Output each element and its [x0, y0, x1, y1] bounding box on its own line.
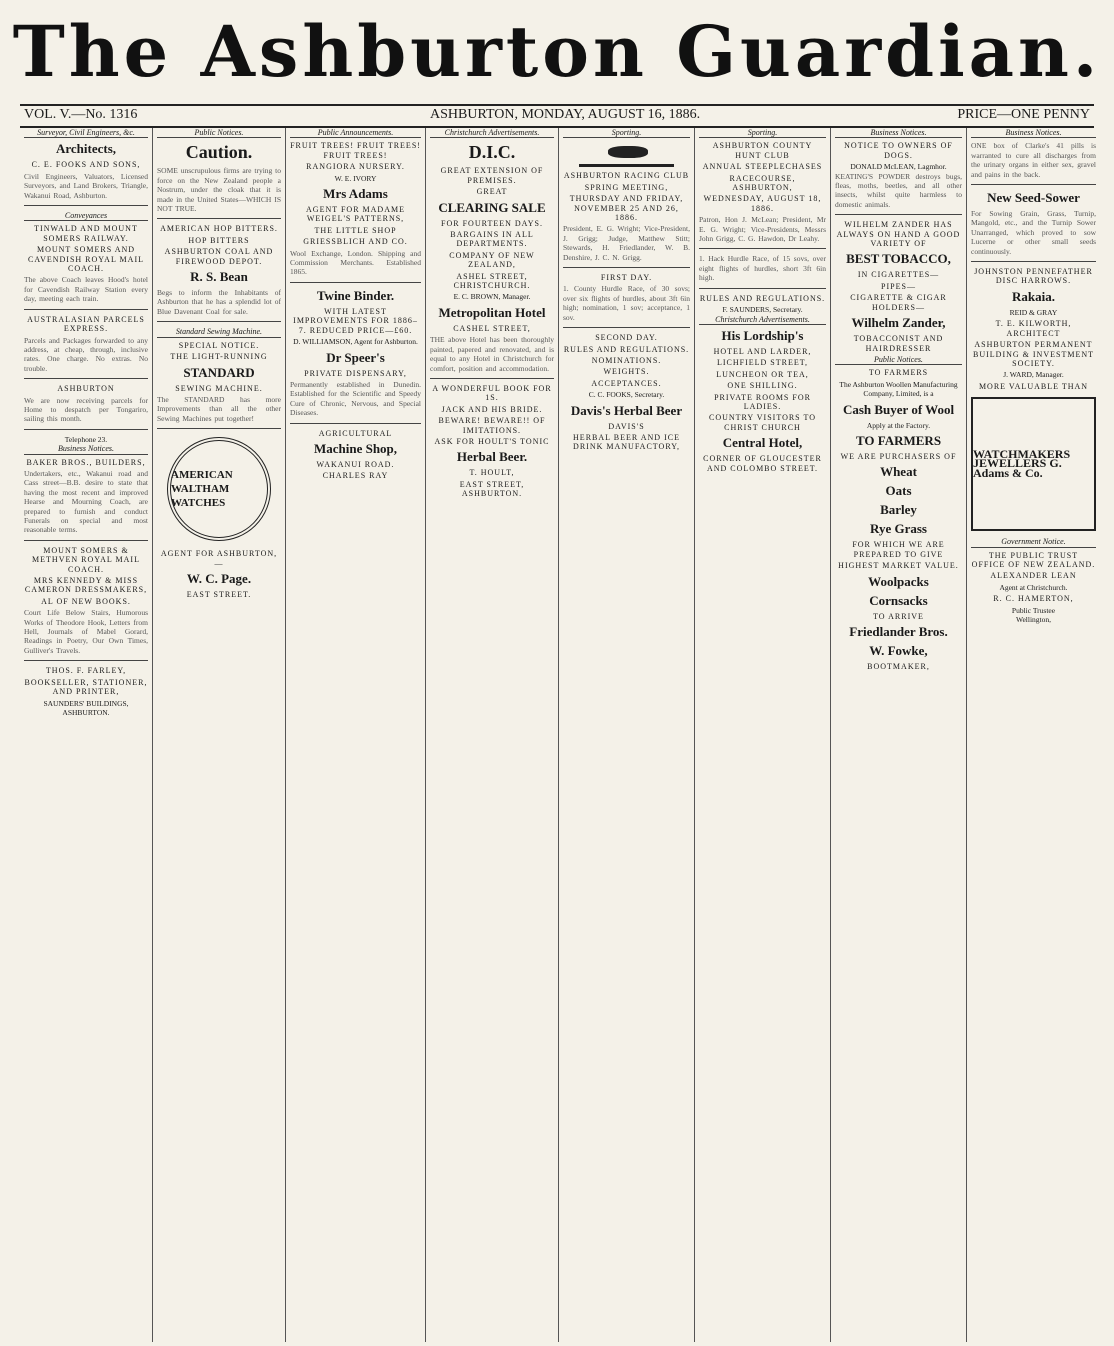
advert-body: Undertakers, etc., Wakanui road and Cass street—B.B. desire to state that having the most recent and improved Hearse and Mourning Coach, are prepared to furnish and conduct Funerals on special and most reasonable terms.	[24, 468, 148, 535]
advert-heading: JOHNSTON PENNEFATHER DISC HARROWS.	[974, 267, 1093, 286]
advert-heading: CHARLES RAY	[322, 471, 389, 481]
advert-heading: FOR FOURTEEN DAYS.	[441, 218, 543, 228]
column-3	[286, 128, 426, 1342]
advert-heading: MRS KENNEDY & MISS CAMERON DRESSMAKERS,	[24, 576, 148, 595]
advert-heading: Mrs Adams	[323, 186, 388, 202]
advert-heading: THOS. F. FARLEY,	[45, 666, 127, 676]
column-heading: Sporting.	[563, 128, 690, 138]
advert-heading: Apply at the Factory.	[866, 420, 931, 430]
advert-heading: MORE VALUABLE THAN	[978, 381, 1089, 391]
advert-heading: Cash Buyer of Wool	[842, 401, 955, 417]
column-6	[695, 128, 831, 1342]
advert-heading: Rakaia.	[1012, 288, 1055, 304]
advert-heading: Oats	[885, 483, 912, 499]
advert-heading: TO FARMERS	[868, 368, 929, 378]
advert-body: Parcels and Packages forwarded to any address, at cheap, through, inclusive rates. One charge. No extras. No trouble.	[24, 335, 148, 373]
advert-heading: Central Hotel,	[722, 435, 803, 451]
advert-heading: COUNTRY VISITORS TO CHRIST CHURCH	[708, 413, 817, 432]
advert-heading: GRIESSBLICH AND CO.	[303, 237, 408, 247]
divider	[24, 309, 148, 310]
advert-heading: Davis's Herbal Beer	[570, 402, 683, 418]
advert-body: President, E. G. Wright; Vice-President, J. Grigg; Judge, Matthew Stitt; Stewards, H. Friedlander, W. B. Denshire, J. C. N. Grigg.	[563, 224, 690, 262]
advert-body: SOME unscrupulous firms are trying to force on the New Zealand people a Nostrum, under the cloak that it is made in the United States—WHICH IS NOT TRUE.	[157, 166, 281, 214]
advert-heading: PRIVATE ROOMS FOR LADIES.	[714, 392, 811, 411]
advert-heading: IN CIGARETTES—	[857, 270, 940, 280]
advert-heading: Dr Speer's	[326, 349, 385, 365]
advert-body: 1. Hack Hurdle Race, of 15 sovs, over eight flights of hurdles, short 3ft 6in high.	[699, 254, 826, 283]
racehorse-illustration	[579, 142, 674, 167]
column-1	[20, 128, 153, 1342]
divider	[24, 540, 148, 541]
advert-heading: BOOKSELLER, STATIONER, AND PRINTER,	[24, 677, 148, 697]
advert-heading: SPRING MEETING,	[584, 182, 669, 192]
advert-body: The STANDARD has more Improvements than all the other Sewing Machines put together!	[157, 394, 281, 423]
advert-heading: F. SAUNDERS, Secretary.	[722, 305, 803, 315]
advert-heading: ASK FOR HOULT'S TONIC	[434, 436, 550, 446]
advert-heading: AGENT FOR MADAME WEIGEL'S PATTERNS,	[306, 205, 405, 224]
column-heading: Surveyor, Civil Engineers, &c.	[24, 128, 148, 138]
advert-heading: Caution.	[185, 142, 253, 163]
advert-heading: HERBAL BEER AND ICE DRINK MANUFACTORY,	[573, 432, 680, 452]
advert-heading: D.I.C.	[468, 142, 516, 163]
divider	[157, 218, 281, 219]
column-2	[153, 128, 286, 1342]
advert-heading: RANGIORA NURSERY.	[306, 162, 405, 172]
advert-heading: MOUNT SOMERS & METHVEN ROYAL MAIL COACH.	[32, 545, 140, 574]
advert-heading: AGENT FOR ASHBURTON,—	[160, 549, 278, 568]
columns	[20, 128, 1100, 1342]
advert-heading: R. S. Bean	[190, 269, 248, 285]
advert-heading: PIPES—	[881, 281, 916, 291]
advert-heading: Friedlander Bros.	[849, 623, 948, 639]
divider	[24, 378, 148, 379]
advert-heading: SECOND DAY.	[595, 333, 658, 343]
divider	[971, 184, 1096, 185]
advert-heading: Woolpacks	[868, 573, 929, 589]
advert-heading: W. Fowke,	[869, 642, 928, 658]
advert-heading: D. WILLIAMSON, Agent for Ashburton.	[293, 337, 418, 347]
advert-heading: ASHBURTON COAL AND FIREWOOD DEPOT.	[164, 247, 274, 266]
advert-heading: ALEXANDER LEAN	[990, 571, 1077, 581]
advert-heading: RULES AND REGULATIONS.	[699, 293, 826, 303]
advert-body: The above Coach leaves Hood's hotel for Cavendish Railway Station every day, meeting each train.	[24, 275, 148, 304]
advert-heading: W. E. IVORY	[334, 173, 377, 183]
advert-heading: NOTICE TO OWNERS OF DOGS.	[844, 141, 953, 160]
advert-heading: CORNER OF GLOUCESTER AND COLOMBO STREET.	[703, 454, 822, 473]
dateline	[20, 104, 1094, 128]
advert-heading: AUSTRALASIAN PARCELS EXPRESS.	[27, 314, 145, 334]
advert-heading: BOOTMAKER,	[867, 661, 930, 671]
advert-heading: WEIGHTS.	[603, 367, 650, 377]
advert-heading: New Seed-Sower	[987, 190, 1080, 206]
advert-heading: BEWARE! BEWARE!! OF IMITATIONS.	[438, 416, 546, 435]
advert-heading: WITH LATEST IMPROVEMENTS FOR 1886–7. REDUCED PRICE—£60.	[293, 306, 418, 335]
advert-heading: THE LITTLE SHOP	[314, 225, 397, 235]
advert-heading: RULES AND REGULATIONS.	[563, 344, 690, 354]
advert-body: Civil Engineers, Valuators, Licensed Surveyors, and Land Brokers, Triangle, Wakanui Road, Ashburton.	[24, 171, 148, 200]
advert-heading: WEDNESDAY, AUGUST 18, 1886.	[703, 194, 822, 213]
advert-heading: Wheat	[880, 464, 917, 480]
advert-heading: SEWING MACHINE.	[175, 383, 263, 393]
advert-heading: WILHELM ZANDER HAS ALWAYS ON HAND A GOOD VARIETY OF	[836, 220, 961, 249]
advert-heading: NOMINATIONS.	[591, 355, 662, 365]
advert-heading: His Lordship's	[721, 327, 804, 343]
divider	[971, 261, 1096, 262]
advert-heading: FOR WHICH WE ARE PREPARED TO GIVE	[852, 540, 945, 559]
divider	[290, 282, 421, 283]
advert-heading: REID & GRAY	[1009, 307, 1058, 317]
divider	[430, 378, 554, 379]
divider	[699, 288, 826, 289]
advert-heading: AL OF NEW BOOKS.	[41, 596, 131, 606]
column-heading: Business Notices.	[835, 128, 962, 138]
column-heading: Public Notices.	[157, 128, 281, 138]
advert-heading: ANNUAL STEEPLECHASES	[702, 162, 823, 172]
advert-heading: GREAT EXTENSION OF PREMISES.	[440, 166, 544, 185]
advert-heading: Cornsacks	[869, 592, 928, 608]
column-heading: Christchurch Advertisements.	[430, 128, 554, 138]
advert-heading: WAKANUI ROAD.	[316, 459, 395, 469]
divider	[24, 660, 148, 661]
advert-heading: ASHBURTON	[57, 384, 115, 394]
advert-heading: C. E. FOOKS AND SONS,	[31, 160, 141, 170]
column-8	[967, 128, 1100, 1342]
advert-heading: BAKER BROS., BUILDERS,	[26, 457, 146, 467]
advert-heading: TINWALD AND MOUNT SOMERS RAILWAY.	[34, 224, 138, 243]
advert-heading: MOUNT SOMERS AND CAVENDISH ROYAL MAIL COACH.	[27, 245, 144, 274]
advert-heading: DONALD McLEAN, Lagmhor.	[850, 162, 947, 172]
advert-heading: ASHEL STREET, CHRISTCHURCH.	[453, 271, 531, 291]
issue-date: ASHBURTON, MONDAY, AUGUST 16, 1886.	[430, 107, 701, 122]
advert-heading: Metropolitan Hotel	[438, 304, 546, 320]
advert-heading: Architects,	[55, 141, 117, 157]
advert-heading: COMPANY OF NEW ZEALAND,	[449, 250, 535, 270]
masthead	[0, 0, 1114, 104]
advert-body: We are now receiving parcels for Home to despatch per Tongariro, sailing this month.	[24, 395, 148, 424]
advert-heading: Agent at Christchurch.	[999, 582, 1068, 592]
advert-body: For Sowing Grain, Grass, Turnip, Mangold, etc., and the Turnip Sower Unarranged, which proved to sow Lucerne or other small seeds continuously.	[971, 209, 1096, 256]
advert-heading: Wellington,	[1015, 614, 1052, 624]
advert-heading: ONE SHILLING.	[727, 381, 798, 391]
column-heading: Business Notices.	[971, 128, 1096, 138]
section-heading: Christchurch Advertisements.	[699, 315, 826, 325]
advert-heading: Rye Grass	[870, 521, 927, 537]
advert-heading: RACECOURSE, ASHBURTON,	[729, 173, 796, 193]
advert-heading: WE ARE PURCHASERS OF	[840, 451, 957, 461]
column-7	[831, 128, 967, 1342]
advert-heading: TOBACCONIST AND HAIRDRESSER	[853, 334, 944, 353]
advert-heading: CASHEL STREET,	[453, 323, 531, 333]
column-heading: Public Announcements.	[290, 128, 421, 138]
advert-heading: SAUNDERS' BUILDINGS, ASHBURTON.	[43, 698, 129, 717]
advert-heading: EAST STREET, ASHBURTON.	[459, 479, 525, 499]
divider	[563, 327, 690, 328]
advert-heading: HOP BITTERS	[188, 235, 250, 245]
volume-number: VOL. V.—No. 1316	[24, 107, 138, 122]
advert-heading: STANDARD	[183, 364, 255, 380]
advert-heading: T. HOULT,	[469, 468, 515, 478]
advert-heading: ASHBURTON COUNTY HUNT CLUB	[712, 141, 813, 160]
advert-heading: The Ashburton Woollen Manufacturing Company, Limited, is a	[839, 379, 958, 399]
divider	[157, 428, 281, 429]
advert-heading: FIRST DAY.	[600, 273, 653, 283]
divider	[835, 214, 962, 215]
section-heading: Government Notice.	[971, 537, 1096, 547]
advert-heading: THURSDAY AND FRIDAY, NOVEMBER 25 AND 26, 1886.	[569, 194, 684, 223]
advert-body: Court Life Below Stairs, Humorous Works of Theodore Hook, Letters from Hell, Journals of Mabel Gorard, Readings in Poetry, Our Own Times, Gulliver's Travels.	[24, 608, 148, 655]
advert-body: Begs to inform the Inhabitants of Ashburton that he has a splendid lot of Blue Davenant Coal for sale.	[157, 288, 281, 316]
advert-heading: Herbal Beer.	[456, 449, 528, 465]
advert-heading: TO FARMERS	[855, 432, 942, 448]
advert-heading: LICHFIELD STREET,	[716, 358, 809, 368]
advert-heading: JACK AND HIS BRIDE.	[441, 404, 543, 414]
advert-heading: Telephone 23.	[64, 434, 108, 444]
advert-heading: CLEARING SALE	[438, 199, 546, 215]
divider	[24, 429, 148, 430]
advert-body: KEATING'S POWDER destroys bugs, fleas, moths, beetles, and all other insects, whilst quite harmless to domestic animals.	[835, 171, 962, 209]
newspaper-title: The Ashburton Guardian.	[12, 10, 1102, 93]
waltham-watch-illustration: AMERICAN WALTHAM WATCHES	[167, 437, 271, 541]
column-5	[559, 128, 695, 1342]
advert-heading: FRUIT TREES! FRUIT TREES! FRUIT TREES!	[290, 141, 421, 160]
advert-heading: THE PUBLIC TRUST OFFICE OF NEW ZEALAND.	[971, 550, 1096, 569]
advert-heading: Machine Shop,	[313, 440, 398, 456]
advert-heading: E. C. BROWN, Manager.	[453, 292, 531, 302]
advert-heading: Barley	[880, 502, 917, 518]
advert-heading: LUNCHEON OR TEA,	[716, 369, 809, 379]
advert-heading: HIGHEST MARKET VALUE.	[838, 561, 959, 571]
advert-heading: AMERICAN HOP BITTERS.	[160, 224, 278, 234]
divider	[563, 267, 690, 268]
advert-heading: Wilhelm Zander,	[851, 315, 946, 331]
advert-heading: W. C. Page.	[186, 570, 252, 586]
column-4	[426, 128, 559, 1342]
advert-heading: DAVIS'S	[608, 421, 645, 431]
advert-heading: ASHBURTON PERMANENT BUILDING & INVESTMENT SOCIETY.	[973, 340, 1094, 368]
advert-body: THE above Hotel has been thoroughly painted, papered and renovated, and is equal to any Hotel in Christchurch for comfort, position and accommodation.	[430, 335, 554, 373]
divider	[699, 248, 826, 249]
advert-body: Patron, Hon J. McLean; President, Mr E. G. Wright; Vice-Presidents, Messrs John Grigg, C. G. Hawdon, Dr Leahy.	[699, 215, 826, 244]
advert-heading: THE LIGHT-RUNNING	[170, 352, 268, 362]
advert-body: Permanently established in Dunedin. Established for the Scientific and Speedy Cure of Chronic, Nervous, and Special Diseases.	[290, 379, 421, 418]
advert-heading: GREAT	[476, 187, 508, 197]
advert-heading: ASHBURTON RACING CLUB	[563, 171, 690, 181]
advert-heading: R. C. HAMERTON,	[993, 594, 1074, 604]
divider	[290, 423, 421, 424]
price: PRICE—ONE PENNY	[957, 107, 1090, 122]
section-heading: Standard Sewing Machine.	[157, 327, 281, 337]
divider	[157, 321, 281, 322]
advert-heading: CIGARETTE & CIGAR HOLDERS—	[850, 293, 947, 312]
advert-heading: J. WARD, Manager.	[1003, 370, 1064, 380]
advert-heading: SPECIAL NOTICE.	[178, 340, 260, 350]
advert-heading: C. C. FOOKS, Secretary.	[588, 390, 665, 400]
advert-body: Wool Exchange, London. Shipping and Commission Merchants. Established 1865.	[290, 248, 421, 277]
advert-heading: BEST TOBACCO,	[846, 251, 951, 267]
section-heading: Conveyances	[24, 211, 148, 221]
advert-heading: ACCEPTANCES.	[591, 378, 662, 388]
column-heading: Sporting.	[699, 128, 826, 138]
advert-heading: T. E. KILWORTH, ARCHITECT	[995, 319, 1072, 338]
advert-heading: A WONDERFUL BOOK FOR 1S.	[432, 383, 552, 403]
advert-heading: Twine Binder.	[316, 287, 395, 303]
jewellers-advert-illustration: WATCHMAKERS JEWELLERS G. Adams & Co.	[971, 397, 1096, 531]
advert-heading: AGRICULTURAL	[318, 428, 393, 438]
advert-heading: TO ARRIVE	[873, 611, 924, 621]
advert-heading: HOTEL AND LARDER,	[713, 346, 812, 356]
section-heading: Business Notices.	[24, 444, 148, 454]
advert-heading: BARGAINS IN ALL DEPARTMENTS.	[450, 230, 534, 249]
advert-body: ONE box of Clarke's 41 pills is warranted to cure all discharges from the urinary organs in either sex, gravel and pains in the back.	[971, 141, 1096, 179]
advert-body: 1. County Hurdle Race, of 30 sovs; over six flights of hurdles, about 3ft 6in high; nomination, 1 sov; acceptance, 1 sov.	[563, 284, 690, 322]
advert-heading: EAST STREET.	[186, 589, 252, 599]
divider	[24, 205, 148, 206]
section-heading: Public Notices.	[835, 355, 962, 365]
advert-heading: Public Trustee	[1011, 605, 1056, 615]
advert-heading: PRIVATE DISPENSARY,	[304, 368, 407, 378]
